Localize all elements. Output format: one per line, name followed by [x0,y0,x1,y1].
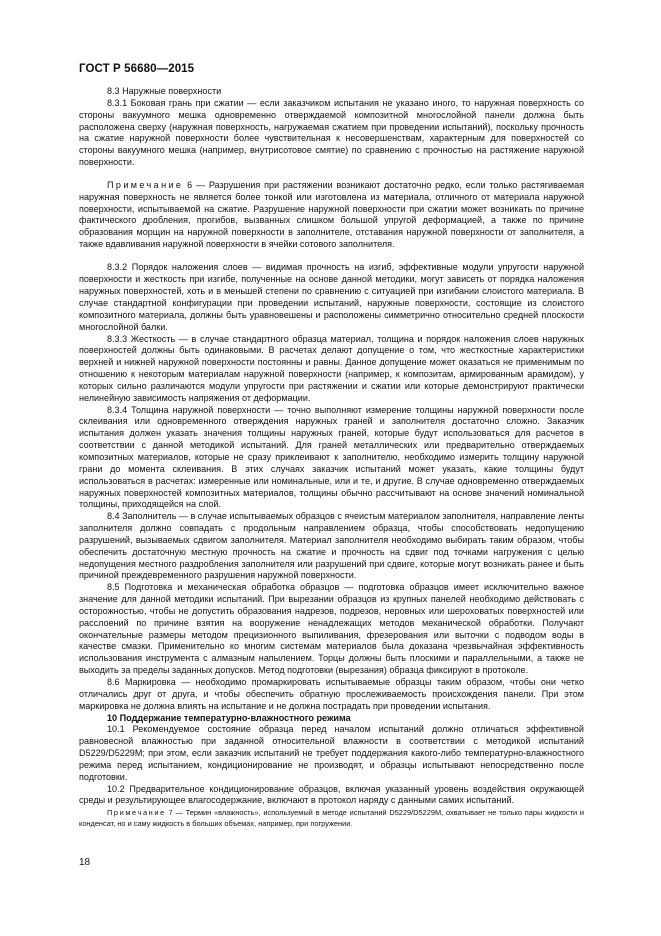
paragraph-8-3-2: 8.3.2 Порядок наложения слоев — видимая прочность на изгиб, эффективные модули упругости наружной поверхности и жесткость при изгибе, полученные на основе данной методики, могут зависеть от порядка наложения наружных поверхностей, хоть и в меньшей степени по сравнению с ситуацией при изгибании слоистого материала. В случае стандартной конфигурации при проведении испытаний, наружные поверхности, состоящие из слоистого композитного материала, должны быть уравновешены и расположены симметрично относительно средней плоскости многослойной балки. [79,262,584,332]
paragraph-8-3-3: 8.3.3 Жесткость — в случае стандартного образца материал, толщина и порядок наложения слоев наружных поверхностей должны быть одинаковыми. В расчетах делают допущение о том, что жесткостные характеристики верхней и нижней наружной поверхности постоянны и равны. Данное допущение может оказаться не применимым по отношению к некоторым материалам наружной поверхности (например, к композитам, армированным арамидом), у которых сильно различаются модули упругости при растяжении и сжатии или которые демонстрируют практически нелинейную зависимость напряжения от деформации. [79,333,584,403]
paragraph-8-5: 8.5 Подготовка и механическая обработка образцов — подготовка образцов имеет исключительно важное значение для данной методики испытаний. При вырезании образцов из крупных панелей необходимо действовать с осторожностью, чтобы не допустить образования надрезов, подрезов, неровных или шероховатых поверхностей или расслоений по причине взятия на вооружение ненадлежащих методов механической обработки. Получают окончательные размеры методом прецизионного выпиливания, фрезерования или выточки с подводом воды в качестве смазки. Применительно ко многим системам материалов была доказана чрезвычайная эффективность использования инструмента с алмазным напылением. Торцы должны быть плоскими и параллельными, а также не выходить за пределы заданных допусков. Метод подготовки (вырезания) образца фиксируют в протоколе. [79,582,584,676]
paragraph-8-4: 8.4 Заполнитель — в случае испытываемых образцов с ячеистым материалом заполнителя, направление ленты заполнителя должно совпадать с продольным направлением образца, чтобы способствовать недопущению разрушений, вызываемых сдвигом заполнителя. Материал заполнителя необходимо выбирать таким образом, чтобы обеспечить достаточную местную прочность на сжатие и прочность на сдвиг под точками нагружения с целью недопущения местного раздробления заполнителя или разрушений при сдвиге, которые могут возникать ранее и быть причиной преждевременного разрушения наружной поверхности. [79,511,585,581]
note-7-text: 7 — Термин «влажность», используемый в методе испытаний D5229/D5229M, охватывает не только пары жидкости и конденсат, но и саму жидкость в больших объемах, например, при погружении. [79,808,584,828]
page-number: 18 [79,857,91,868]
section-8-3-heading: 8.3 Наружные поверхности [107,86,222,96]
note-6-text: 6 — Разрушения при растяжении возникают достаточно редко, если только растягиваемая наружная поверхность не является более тонкой или изготовлена из материала, отличного от материала наружной поверхности, испытываемой на сжатие. Разрушение наружной поверхности при сжатии может возникать по причине фактического дробления, прогибов, вызванных слишком большой упругой деформацией, а также по причине образования морщин на наружной поверхности в заполнителе, отставания наружной поверхности от заполнителя, а также вдавливания наружной поверхности в ячейки сотового заполнителя. [79,179,584,250]
note-7 [79,808,584,829]
paragraph-8-3-1: 8.3.1 Боковая грань при сжатии — если заказчиком испытания не указано иного, то наружная поверхность со стороны вакуумного мешка одновременно отверждаемой композитной многослойной панели должна быть расположена сверху (наружная поверхность, нагружаемая сжатием при проведении испытаний), поскольку прочность на сжатие наружной поверхности более чувствительная к несовершенствам, характерным для поверхностей со стороны вакуумного мешка (например, внутрисотовое смятие) по сравнению с прочностью на растяжение наружной поверхности. [79,97,584,168]
standard-header: ГОСТ Р 56680—2015 [79,63,195,75]
paragraph-8-6: 8.6 Маркировка — необходимо промаркировать испытываемые образцы таким образом, чтобы они четко отличались друг от друга, и чтобы обеспечить обратную прослеживаемость происхождения панели. При этом маркировка не должна влиять на испытание и не должна пострадать при проведении испытания. [79,677,584,711]
note-7-label: Примечание [107,808,166,818]
paragraph-8-3-4: 8.3.4 Толщина наружной поверхности — точно выполняют измерение толщины наружной поверхности после склеивания или одновременного отверждения наружных граней и заполнителя достаточно сложно. Заказчик испытания должен указать значения толщины наружных граней, которые будут использоваться для расчетов в соответствии с данной методикой испытаний. Для граней металлических или предварительно отверждаемых композитных материалов, которые не сразу приклеивают к заполнителю, необходимо измерить толщину наружной грани до момента склеивания. В этих случаях заказчик испытаний может указать, какие толщины будут использоваться в расчетах: измеренные или номинальные, или и те, и другие. В случае одновременно отверждаемых наружных поверхностей композитных материалов, толщины обычно рассчитывают на основе значений номинальной толщины, приходящейся на слой. [79,404,584,510]
section-10-heading: 10 Поддержание температурно-влажностного режима [107,712,351,723]
paragraph-10-2: 10.2 Предварительное кондиционирование образцов, включая указанный уровень воздействия окружающей среды и результирующее влагосодержание, включают в протокол наряду с данными самих испытаний. [79,783,584,806]
note-6 [79,180,584,251]
paragraph-10-1: 10.1 Рекомендуемое состояние образца перед началом испытаний должно отличаться эффективной равновесной влажностью при заданной относительной влажности в соответствии с методикой испытаний D5229/D5229M; при этом, если заказчик испытаний не требует поддержания какого-либо температурно-влажностного режима перед испытанием, кондиционирование не производят, и образцы испытывают непосредственно после подготовки. [79,724,584,782]
page-body [79,86,584,829]
note-6-label: Примечание [107,179,184,190]
